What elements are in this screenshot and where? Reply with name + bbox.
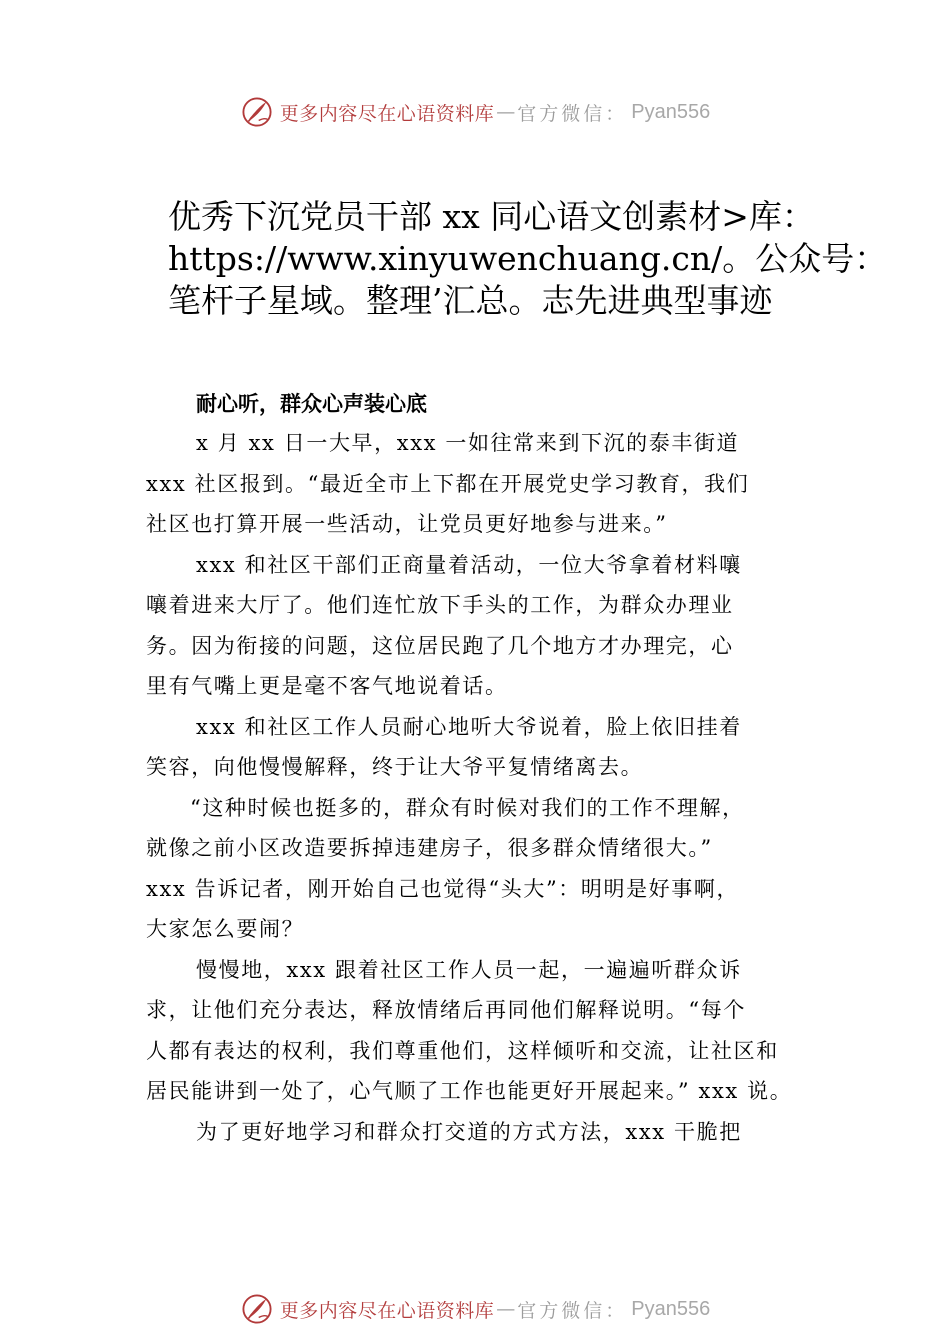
- paragraph-line: 大家怎么要闹？: [146, 917, 305, 941]
- title-line: 笔杆子星域。整理’汇总。志先进典型事迹: [168, 281, 773, 320]
- paragraph-line: 求，让他们充分表达，释放情绪后再同他们解释说明。“每个: [146, 998, 746, 1022]
- paragraph-line: 慢慢地，xxx 跟着社区工作人员一起，一遍遍听群众诉: [196, 957, 742, 982]
- paragraph-line: 笑容，向他慢慢解释，终于让大爷平复情绪离去。: [146, 755, 644, 779]
- paragraph-line: xxx 社区报到。“最近全市上下都在开展党史学习教育，我们: [146, 471, 750, 496]
- footer-wechat-label: 官方微信：: [517, 1299, 628, 1322]
- footer-separator: —: [496, 1298, 516, 1320]
- paragraph: [146, 788, 826, 950]
- quill-pen-logo-icon: [240, 1292, 274, 1326]
- header-banner: [0, 92, 950, 132]
- paragraph-line: 务。因为衔接的问题，这位居民跑了几个地方才办理完，心: [146, 633, 734, 658]
- quill-pen-logo-icon: [240, 95, 274, 129]
- paragraph-line: “这种时候也挺多的，群众有时候对我们的工作不理解，: [190, 795, 745, 820]
- header-promo-text: 更多内容尽在心语资料库: [279, 102, 495, 125]
- paragraph-line: 居民能讲到一处了，心气顺了工作也能更好开展起来。” xxx 说。: [146, 1079, 793, 1103]
- paragraph-line: 嚷着进来大厅了。他们连忙放下手头的工作，为群众办理业: [146, 593, 734, 617]
- title-line: https://www.xinyuwenchuang.cn/。公众号：: [168, 239, 888, 278]
- section-heading: 耐心听，群众心声装心底: [196, 392, 427, 416]
- paragraph-line: 里有气嘴上更是毫不客气地说着话。: [146, 674, 508, 698]
- paragraph-line: 人都有表达的权利，我们尊重他们，这样倾听和交流，让社区和: [146, 1038, 779, 1063]
- paragraph: [146, 1112, 826, 1153]
- footer-banner: [0, 1289, 950, 1329]
- paragraph-line: x 月 xx 日一大早，xxx 一如往常来到下沉的泰丰街道: [196, 431, 740, 455]
- paragraph: [146, 545, 826, 707]
- header-separator: —: [496, 101, 516, 123]
- article-body: [146, 385, 826, 1152]
- paragraph-line: xxx 和社区干部们正商量着活动，一位大爷拿着材料嚷: [196, 552, 742, 577]
- paragraph-line: xxx 和社区工作人员耐心地听大爷说着，脸上依旧挂着: [196, 714, 742, 739]
- paragraph: [146, 707, 826, 788]
- paragraph-line: xxx 告诉记者，刚开始自己也觉得“头大”：明明是好事啊，: [146, 876, 740, 901]
- footer-promo-text: 更多内容尽在心语资料库: [279, 1299, 495, 1322]
- paragraph: [146, 950, 826, 1112]
- title-line: 优秀下沉党员干部 xx 同心语文创素材>库：: [168, 197, 815, 236]
- header-wechat-label: 官方微信：: [517, 102, 628, 125]
- header-wechat-id: Pyan556: [631, 100, 711, 123]
- paragraph: [146, 423, 826, 545]
- paragraph-line: 就像之前小区改造要拆掉违建房子，很多群众情绪很大。”: [146, 836, 713, 860]
- paragraph-line: 为了更好地学习和群众打交道的方式方法，xxx 干脆把: [196, 1119, 742, 1144]
- document-title: [168, 196, 888, 322]
- footer-wechat-id: Pyan556: [631, 1297, 711, 1320]
- paragraph-line: 社区也打算开展一些活动，让党员更好地参与进来。”: [146, 512, 668, 536]
